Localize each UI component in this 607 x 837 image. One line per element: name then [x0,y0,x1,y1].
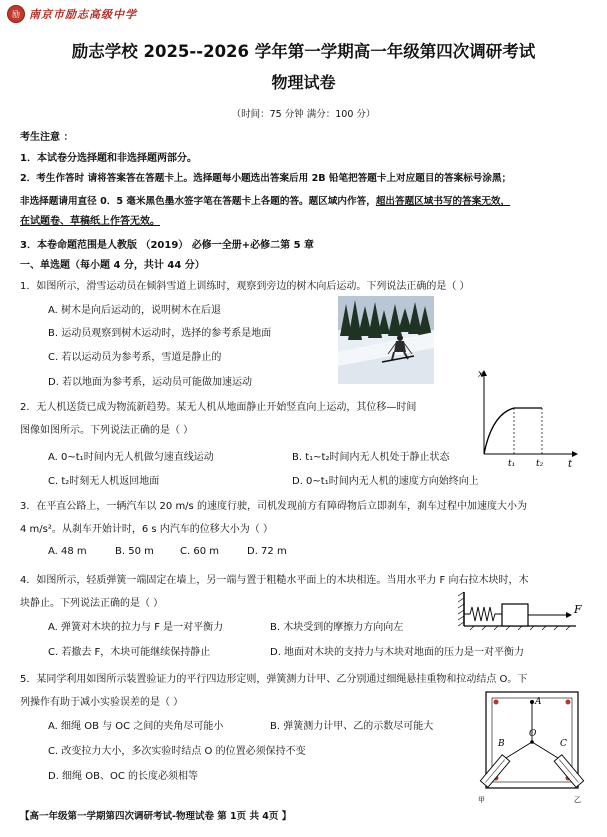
school-emblem-icon: 励 [7,5,25,23]
notice-item-2-cont [20,193,510,207]
graph-t1-label: t₁ [508,459,516,468]
notice-item-1: 1．本试卷分选择题和非选择题两部分。 [20,153,197,164]
notice-item-2-warning: 超出答题区域书写的答案无效， [375,196,511,207]
graph-t-label: t [568,459,573,468]
q3-stem-cont: 4 m/s²。从刹车开始计时，6 s 内汽车的位移大小为（ ） [20,524,273,535]
q1-stem: 1．如图所示，滑雪运动员在倾斜雪道上训练时，观察到旁边的树木向后运动。下列说法正确的是（ ） [20,281,470,292]
scale-jia-label: 甲 [478,796,485,804]
skier-photo [338,296,434,384]
q4-stem: 4．如图所示，轻质弹簧一端固定在墙上，另一端与置于粗糙水平面上的木块相连。当用水平力 F 向右拉木块时，木 [20,575,529,586]
q4-option-a: A. 弹簧对木块的拉力与 F 是一对平衡力 [48,622,224,633]
q5-option-b: B. 弹簧测力计甲、乙的示数尽可能大 [270,721,434,732]
q2-option-c: C. t₂时刻无人机返回地面 [48,476,160,487]
school-name: 南京市励志高级中学 [29,8,137,21]
q3-option-d: D. 72 m [247,546,287,557]
q2-stem-cont: 图像如图所示。下列说法正确的是（ ） [20,425,194,436]
page-footer: 【高一年级第一学期第四次调研考试-物理试卷 第 1页 共 4页 】 [20,811,292,822]
point-c-label: C [560,739,567,749]
q2-option-b: B. t₁~t₂时间内无人机处于静止状态 [292,452,450,463]
graph-t2-label: t₂ [536,459,544,468]
q1-option-d: D. 若以地面为参考系，运动员可能做加速运动 [48,377,253,388]
school-logo [7,4,137,24]
q2-option-d: D. 0~t₁时间内无人机的速度方向始终向上 [292,476,479,487]
force-f-label: F [574,603,582,616]
notice-item-2: 2．考生作答时 请将答案答在答题卡上。选择题每小题选出答案后用 2B 铅笔把答题卡上对应题目的答案标号涂黑； [20,173,512,184]
q3-option-c: C. 60 m [180,546,219,557]
q4-option-d: D. 地面对木块的支持力与木块对地面的压力是一对平衡力 [270,647,525,658]
q1-option-a: A. 树木是向后运动的，说明树木在后退 [48,305,222,316]
q2-stem: 2．无人机送货已成为物流新趋势。某无人机从地面静止开始竖直向上运动，其位移—时间 [20,402,417,413]
q3-stem: 3．在平直公路上，一辆汽车以 20 m/s 的速度行驶，司机发现前方有障碍物后立即刹车，刹车过程中加速度大小为 [20,501,527,512]
force-table-figure [476,688,586,806]
q5-stem-cont: 列操作有助于减小实验误差的是（ ） [20,697,184,708]
q5-option-d: D. 细绳 OB、OC 的长度必须相等 [48,771,198,782]
q4-stem-cont: 块静止。下列说法正确的是（ ） [20,598,164,609]
q5-stem: 5．某同学利用如图所示装置验证力的平行四边形定则，弹簧测力计甲、乙分别通过细绳悬挂重物和拉动结点 O。下 [20,674,528,685]
notice-item-2-end: 在试题卷、草稿纸上作答无效。 [20,216,160,227]
graph-x-label: x [478,369,484,380]
point-a-label: A [535,697,542,707]
exam-title: 励志学校 2025--2026 学年第一学期高一年级第四次调研考试 [71,42,536,61]
q4-option-c: C. 若撤去 F，木块可能继续保持静止 [48,647,211,658]
notice-item-2-text: 非选择题请用直径 0．5 毫米黑色墨水签字笔在答题卡上各题的答。题区域内作答， [20,196,376,207]
point-o-label: O [529,729,537,739]
section-heading: 一、单选题（每小题 4 分，共计 44 分） [20,260,205,271]
point-b-label: B [498,739,505,749]
scale-yi-label: 乙 [574,796,581,804]
notice-item-3: 3．本卷命题范围是人教版 （2019） 必修一全册+必修二第 5 章 [20,240,315,251]
q1-option-c: C. 若以运动员为参考系，雪道是静止的 [48,352,222,363]
notice-heading: 考生注意 ： [20,132,74,143]
q2-option-a: A. 0~t₁时间内无人机做匀速直线运动 [48,452,214,463]
spring-block-figure [458,590,588,632]
q5-option-c: C. 改变拉力大小，多次实验时结点 O 的位置必须保持不变 [48,746,306,757]
q1-option-b: B. 运动员观察到树木运动时，选择的参考系是地面 [48,328,272,339]
x-t-graph [468,368,578,468]
q5-option-a: A. 细绳 OB 与 OC 之间的夹角尽可能小 [48,721,224,732]
exam-time-info: （时间：75 分钟 满分：100 分） [231,109,376,120]
q3-option-a: A. 48 m [48,546,87,557]
q3-option-b: B. 50 m [115,546,154,557]
q4-option-b: B. 木块受到的摩擦力方向向左 [270,622,404,633]
exam-subject: 物理试卷 [271,73,336,92]
